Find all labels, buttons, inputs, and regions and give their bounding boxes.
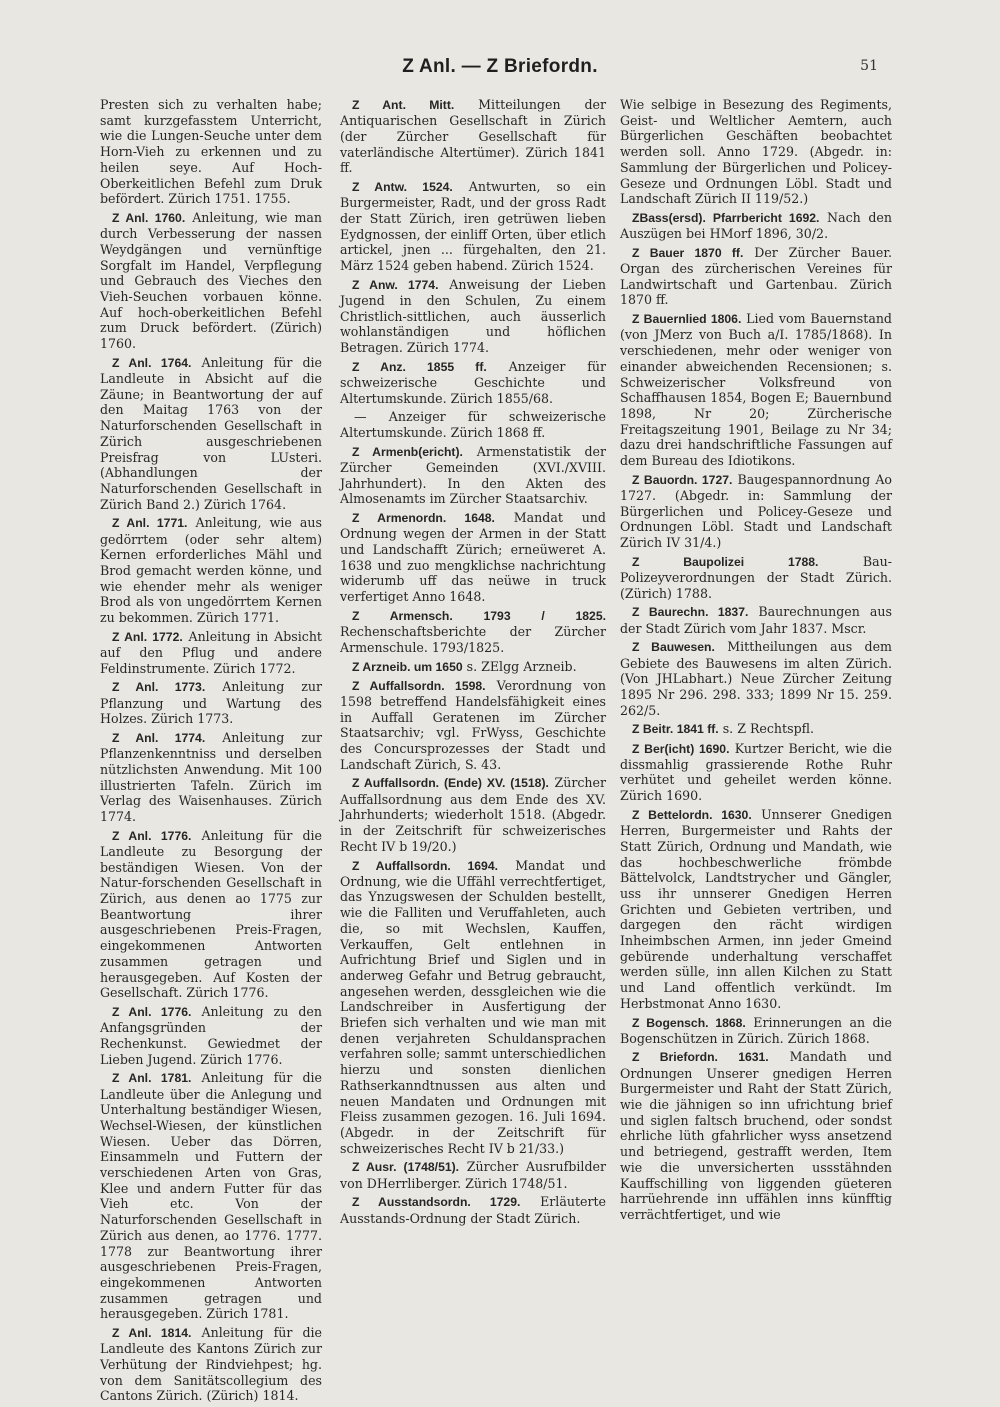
- dictionary-entry: [100, 515, 322, 625]
- entry-text: Anleitung für die Landleute zu Besorgung der beständigen Wiesen. Von der Natur-forschenden Gesellschaft in Zürich, aus denen ao 1775 zur Beantwortung ihrer ausgeschriebenen Preis-Fragen, eingekommenen Antworten zusammen getragen und herausgegeben. Auf Kosten der Gesellschaft. Zürich 1776.: [100, 827, 323, 1001]
- dictionary-entry: [620, 1015, 892, 1047]
- entry-headword: Z Anl. 1764.: [112, 355, 192, 370]
- dictionary-entry: [340, 608, 606, 656]
- dictionary-entry: [620, 311, 892, 469]
- entry-headword: Z Bauwesen.: [632, 640, 715, 655]
- dictionary-entry: [620, 97, 892, 207]
- dictionary-entry: [100, 730, 322, 825]
- entry-text: s. Z Rechtspfl.: [722, 721, 815, 737]
- entry-headword: Z Baupolizei 1788.: [632, 554, 819, 569]
- entry-headword: Z Anl. 1776.: [112, 828, 192, 843]
- dictionary-entry: [620, 210, 892, 242]
- entry-headword: Z Bettelordn. 1630.: [632, 807, 752, 822]
- dictionary-entry: [620, 604, 892, 636]
- entry-headword: Z Armensch. 1793 / 1825.: [352, 608, 606, 623]
- dictionary-entry: [340, 277, 606, 356]
- entry-text: Mitteilungen der Antiquarischen Gesellschaft in Zürich (der Zürcher Gesellschaft für vaterländische Altertümer). Zürich 1841 ff.: [340, 97, 606, 176]
- entry-text: Erinnerungen an die Bogenschützen in Zürich. Zürich 1868.: [620, 1014, 893, 1046]
- dictionary-entry: [620, 639, 892, 718]
- entry-text: Mandath und Ordnungen Unserer gnedigen Herren Burgermeister und Raht der Statt Zürich, wie die jähnigen so inn ufrichtung brief und siglen faltsch bruchend, oder sondst ehrliche lüth gfahrlicher wyss ansetzend und betriegend, gestrafft werden, Item wie die unversicherten ussstähnden Kauffschilling von liggenden güeteren harrüehrende inn uffählen inns künfftig verrächtfertiget, und wie: [620, 1049, 892, 1222]
- dictionary-entry: [100, 1325, 322, 1404]
- entry-text: Anzeiger für schweizerische Geschichte und Altertumskunde. Zürich 1855/68.: [340, 358, 606, 406]
- entry-headword: Z Auffallsordn. 1598.: [352, 678, 486, 693]
- entry-headword: Z Anl. 1773.: [112, 680, 206, 695]
- entry-text: Anleitung für die Landleute über die Anlegung und Unterhaltung beständiger Wiesen, Wechsel-Wiesen, der künstlichen Wiesen. Ueber das Dörren, Einsammeln und Futtern der verschiedenen Arten von Gras, Klee und andern Futter für das Vieh etc. Von der Naturforschenden Gesellschaft in Zürich aus denen, ao 1776. 1777. 1778 zur Beantwortung ihrer ausgeschriebenen Preis-Fragen, eingekommenen Antworten zusammen getragen und herausgegeben. Zürich 1781.: [100, 1070, 323, 1322]
- dictionary-entry: [620, 245, 892, 308]
- entry-text: Mandat und Ordnung, wie die Uffähl verrechtfertiget, das Ynzugswesen der Schulden bestellt, wie die Falliten und Veruffahleten, auch die, so mit Wechslen, Kauffen, Verkauffen, Gelt entlehnen in Aufrichtung Brief und Siglen und in anderweg Gefahr und Betrug gebraucht, angesehen werden, dessgleichen wie die Landschreiber in Ausfertigung der Briefen sich verhalten und wie man mit denen verjahreten Schuldansprachen verfahren solle; sammt unterschiedlichen hierzu und sonsten dienlichen Rathserkanndtnussen aus alten und neuen Mandaten und Ordnungen mit Fleiss zusammen gezogen. 16. Juli 1694. (Abgedr. in der Zeitschrift für schweizerisches Recht IV b 21/33.): [340, 857, 606, 1156]
- entry-headword: Z Anl. 1776.: [112, 1004, 192, 1019]
- dictionary-entry: [100, 210, 322, 352]
- entry-headword: Z Ausr. (1748/51).: [352, 1160, 460, 1175]
- entry-headword: Z Armenb(ericht).: [352, 444, 463, 459]
- dictionary-entry: [620, 472, 892, 551]
- entry-text: Mandat und Ordnung wegen der Armen in der Statt und Landschafft Zürich; erneüweret A. 1638 und zuo mengklichse nachrichtung widerumb uff das neüwe in truck verfertiget Anno 1648.: [340, 510, 606, 605]
- entry-headword: Z Arzneib. um 1650: [352, 659, 463, 674]
- entry-text: Anleitung zur Pflanzung und Wartung des Holzes. Zürich 1773.: [100, 679, 322, 727]
- entry-text: Rechenschaftsberichte der Zürcher Armenschule. 1793/1825.: [340, 624, 606, 655]
- entry-headword: ZBass(ersd). Pfarrbericht 1692.: [632, 210, 820, 225]
- entry-text: Presten sich zu verhalten habe; samt kurzgefasstem Unterricht, wie die Lungen-Seuche unter dem Horn-Vieh zu erkennen und zu heilen seye. Auf Hoch-Oberkeitlichen Befehl zum Druk befördert. Zürich 1751. 1755.: [100, 97, 322, 207]
- entry-headword: Z Ber(icht) 1690.: [632, 741, 730, 756]
- entry-headword: Z Bogensch. 1868.: [632, 1015, 746, 1030]
- entry-headword: Z Armenordn. 1648.: [352, 511, 495, 526]
- dictionary-entry: [100, 828, 322, 1001]
- dictionary-entry: [620, 721, 892, 737]
- entry-headword: Z Ant. Mitt.: [352, 98, 455, 112]
- dictionary-entry: [340, 678, 606, 773]
- entry-headword: Z Anl. 1781.: [112, 1071, 192, 1086]
- dictionary-entry: [100, 1004, 322, 1067]
- entry-text: Anleitung zu den Anfangsgründen der Rechenkunst. Gewiedmet der Lieben Jugend. Zürich 1776.: [100, 1003, 322, 1067]
- entry-headword: Z Bauer 1870 ff.: [632, 245, 744, 260]
- entry-headword: Z Briefordn. 1631.: [632, 1050, 769, 1065]
- entry-text: Anleitung zur Pflanzenkenntniss und derselben nützlichsten Anwendung. Mit 100 illustrierten Tafeln. Zürich im Verlag des Waisenhauses. Zürich 1774.: [100, 730, 322, 825]
- dictionary-entry: [620, 741, 892, 804]
- entry-text: Verordnung von 1598 betreffend Handelsfähigkeit eines in Auffall Geratenen im Zürcher Staatsarchiv; vgl. FrWyss, Geschichte des Concursprozesses der Stadt und Landschaft Zürich, S. 43.: [340, 677, 606, 772]
- dictionary-entry: [340, 444, 606, 507]
- dictionary-entry: [340, 510, 606, 605]
- entry-text: Bau-Polizeyverordnungen der Stadt Zürich. (Zürich) 1788.: [620, 553, 892, 601]
- dictionary-entry: [340, 97, 606, 176]
- entry-text: s. ZElgg Arzneib.: [466, 658, 577, 674]
- dictionary-entry: [100, 679, 322, 727]
- entry-headword: Z Antw. 1524.: [352, 180, 453, 195]
- dictionary-entry: [340, 1194, 606, 1226]
- entry-headword: Z Baurechn. 1837.: [632, 605, 749, 620]
- entry-headword: Z Beitr. 1841 ff.: [632, 722, 719, 737]
- entry-text: Unnserer Gnedigen Herren, Burgermeister und Rahts der Statt Zürich, Ordnung und Mandath, wie das hochbeschwerliche frömbde Bättelvolck, Landtstrycher und Gängler, uss ihr unnserer Gnedigen Herren Grichten und Gebieten vertriben, und dargegen den rächt wirdigen Inheimbschen Armen, inn jeder Gmeind gebürende underhaltung verschaffet werden sülle, inn allen Kilchen zu Statt und Land offentlich verkündt. Im Herbstmonat Anno 1630.: [620, 806, 892, 1011]
- entry-text: Anleitung für die Landleute des Kantons Zürich zur Verhütung der Rindviehpest; hg. von dem Sanitätscollegium des Cantons Zürich. (Zürich) 1814.: [100, 1325, 323, 1404]
- entry-text: Nach den Auszügen bei HMorf 1896, 30/2.: [620, 209, 892, 242]
- entry-headword: Z Anw. 1774.: [352, 277, 439, 292]
- dictionary-entry: [100, 355, 322, 513]
- entry-headword: Z Anl. 1772.: [112, 629, 183, 644]
- dictionary-entry: [620, 807, 892, 1012]
- dictionary-entry: [340, 775, 606, 854]
- entry-text: Lied vom Bauernstand (von JMerz von Buch a/I. 1785/1868). In verschiedenen, mehr oder weniger von einander abweichenden Recensionen; s. Schweizerischer Volksfreund von Schaffhausen 1854, Bogen E; Bauernbund 1898, Nr 20; Zürcherische Freitagszeitung 1901, Beilage zu Nr 34; dazu drei handschriftliche Fassungen auf dem Bureau des Idiotikons.: [620, 311, 892, 469]
- running-title: Z Anl. — Z Briefordn.: [402, 56, 598, 77]
- entry-headword: Z Anl. 1760.: [112, 210, 186, 225]
- entry-text: Armenstatistik der Zürcher Gemeinden (XVI./XVIII. Jahrhundert). In den Akten des Almosenamts im Zürcher Staatsarchiv.: [340, 443, 606, 507]
- entry-headword: Z Auffallsordn. 1694.: [352, 858, 498, 873]
- dictionary-entry: [340, 1159, 606, 1191]
- dictionary-entry: [340, 659, 606, 675]
- column-3: [620, 97, 892, 1226]
- entry-headword: Z Anl. 1771.: [112, 516, 188, 531]
- column-2: [340, 97, 606, 1229]
- entry-headword: Z Anl. 1814.: [112, 1326, 192, 1341]
- dictionary-entry: [340, 858, 606, 1157]
- entry-text: Anleitung in Absicht auf den Pflug und andere Feldinstrumente. Zürich 1772.: [100, 628, 322, 676]
- dictionary-entry: [340, 179, 606, 274]
- entry-text: Anleitung für die Landleute in Absicht auf die Zäune; in Beantwortung der auf den Maitag 1763 von der Naturforschenden Gesellschaft in Zürich ausgeschriebenen Preisfrag von LUsteri. (Abhandlungen der Naturforschenden Gesellschaft in Zürich Band 2.) Zürich 1764.: [100, 354, 323, 512]
- entry-text: Zürcher Ausrufbilder von DHerrliberger. Zürich 1748/51.: [340, 1159, 606, 1191]
- page-number: 51: [860, 58, 878, 74]
- entry-headword: Z Anz. 1855 ff.: [352, 359, 487, 374]
- entry-text: Antwurten, so ein Burgermeister, Radt, und der gross Radt der Statt Zürich, iren getrüwen lieben Eydgnossen, der einliff Orten, über etlich artickel, jnen ... fürgehalten, den 21. März 1524 geben habend. Zürich 1524.: [340, 179, 607, 274]
- entry-text: Baurechnungen aus der Stadt Zürich vom Jahr 1837. Mscr.: [620, 604, 892, 636]
- entry-text: Wie selbige in Besezung des Regiments, Geist- und Weltlicher Aemtern, auch Bürgerlichen Geschäften beobachtet werden soll. Anno 1729. (Abgedr. in: Sammlung der Bürgerlichen und Policey-Geseze und Ordnungen Löbl. Stadt und Landschaft Zürich II 119/52.): [620, 97, 892, 207]
- entry-text: Erläuterte Ausstands-Ordnung der Stadt Zürich.: [340, 1194, 606, 1226]
- entry-headword: Z Ausstandsordn. 1729.: [352, 1195, 521, 1210]
- entry-text: Zürcher Auffallsordnung aus dem Ende des XV. Jahrhunderts; wiederholt 1518. (Abgedr. in der Zeitschrift für schweizerisches Recht IV b 19/20.): [340, 775, 606, 854]
- dictionary-entry: [100, 1070, 322, 1322]
- dictionary-entry: [620, 554, 892, 602]
- entry-text: — Anzeiger für schweizerische Altertumskunde. Zürich 1868 ff.: [340, 409, 606, 441]
- dictionary-entry: [100, 629, 322, 677]
- entry-headword: Z Auffallsordn. (Ende) XV. (1518).: [352, 776, 549, 791]
- entry-text: Anleitung, wie aus gedörrtem (oder sehr altem) Kernen erforderliches Mähl und Brod gemacht werden könne, und wie ehender mehr als weniger Brod als von ungedörrtem Kernen zu bekommen. Zürich 1771.: [100, 515, 322, 626]
- entry-text: Kurtzer Bericht, wie die dissmahlig grassierende Rothe Ruhr verhütet und geheilet werden könne. Zürich 1690.: [620, 740, 892, 804]
- entry-headword: Z Anl. 1774.: [112, 731, 206, 745]
- dictionary-entry: [100, 97, 322, 207]
- entry-headword: Z Bauernlied 1806.: [632, 312, 742, 327]
- dictionary-entry: [340, 409, 606, 440]
- entry-text: Mittheilungen aus dem Gebiete des Bauwesens im alten Zürich. (Von JHLabhart.) Neue Zürcher Zeitung 1895 Nr 296. 298. 333; 1899 Nr 15. 259. 262/5.: [620, 639, 892, 718]
- entry-text: Anweisung der Lieben Jugend in den Schulen, Zu einem Christlich-sittlichen, auch äusserlich wohlanständigen und höflichen Betragen. Zürich 1774.: [340, 276, 606, 356]
- dictionary-entry: [340, 359, 606, 407]
- column-1: [100, 97, 322, 1407]
- entry-text: Anleitung, wie man durch Verbesserung der nassen Weydgängen und vernünftige Sorgfalt im Handel, Verpflegung und Gebrauch des Vieches den Vieh-Seuchen vorbauen könne. Auf hoch-oberkeitlichen Befehl zum Druck befördert. (Zürich) 1760.: [100, 209, 323, 352]
- dictionary-entry: [620, 1049, 892, 1222]
- entry-text: Baugespannordnung Ao 1727. (Abgedr. in: Sammlung der Bürgerlichen und Policey-Geseze und Ordnungen Löbl. Stadt und Landschaft Zürich IV 31/4.): [620, 471, 892, 551]
- entry-text: Der Zürcher Bauer. Organ des zürcherischen Vereines für Landwirtschaft und Gartenbau. Zürich 1870 ff.: [620, 244, 892, 308]
- entry-headword: Z Bauordn. 1727.: [632, 472, 733, 487]
